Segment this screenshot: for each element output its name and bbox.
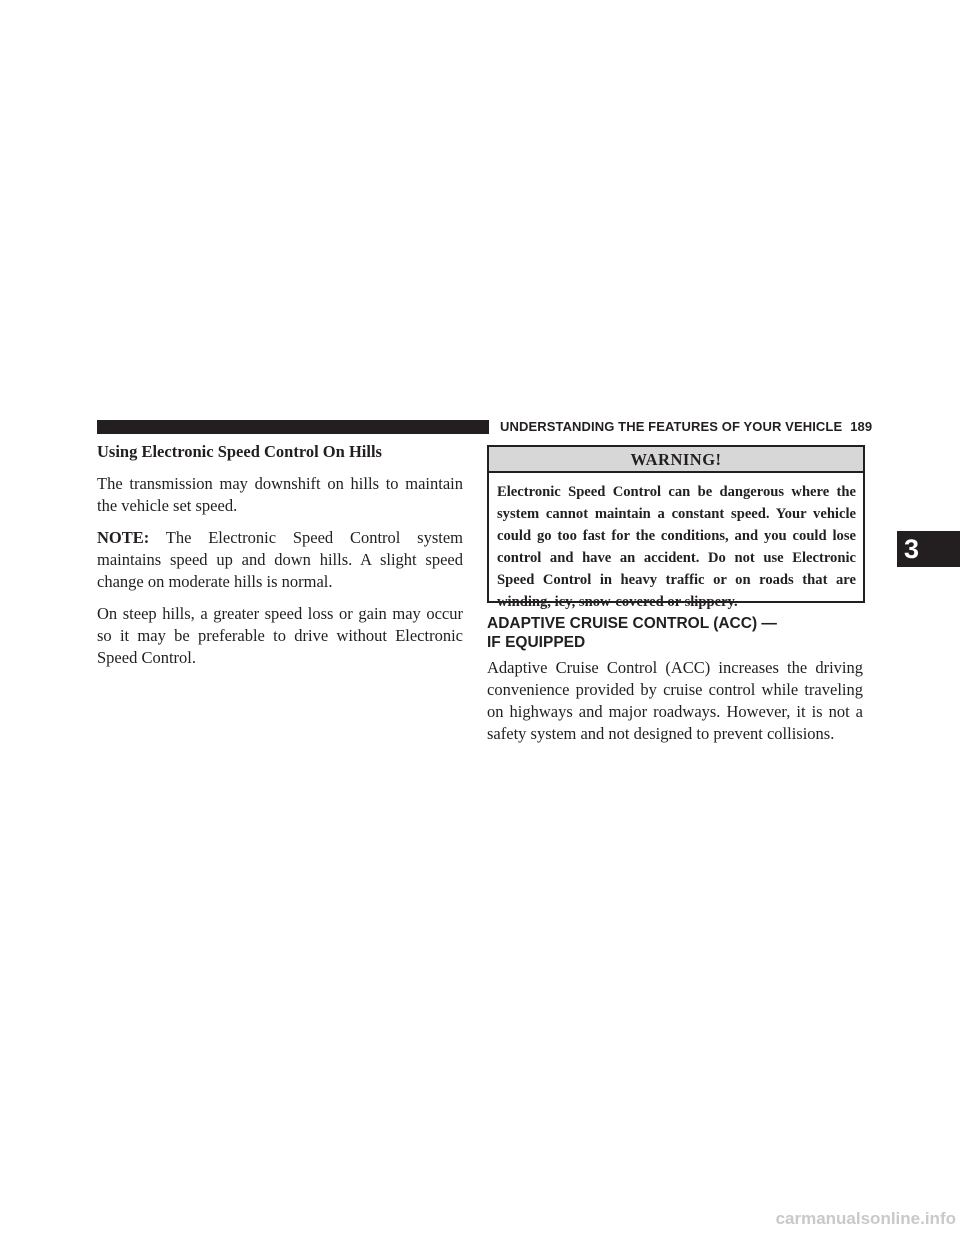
note-paragraph (97, 527, 463, 593)
chapter-tab: 3 (897, 531, 960, 567)
page-number: 189 (850, 419, 873, 434)
warning-text: Electronic Speed Control can be dangerous where the system cannot maintain a constant speed. Your vehicle could go too fast for the conditions, and you could lose control and have an accident. Do not use Electronic Speed Control in heavy traffic or on roads that are winding, icy, snow-covered or slippery. (497, 484, 856, 610)
warning-title: WARNING! (489, 447, 863, 473)
acc-title-line1: ADAPTIVE CRUISE CONTROL (ACC) — (487, 615, 777, 632)
header-rule (97, 420, 489, 434)
note-text: The Electronic Speed Control system maintains speed up and down hills. A slight speed change on moderate hills is normal. (97, 528, 464, 591)
header-section-title: UNDERSTANDING THE FEATURES OF YOUR VEHICLE (500, 419, 843, 434)
hills-heading: Using Electronic Speed Control On Hills (97, 442, 382, 461)
hills-paragraph: The transmission may downshift on hills to maintain the vehicle set speed. (97, 474, 463, 515)
watermark-text: carmanualsonline.info (775, 1209, 956, 1228)
acc-title-line2: IF EQUIPPED (487, 634, 586, 651)
warning-box (487, 445, 865, 610)
acc-section-title (487, 614, 867, 652)
note-label: NOTE: (97, 528, 150, 547)
acc-section-body: Adaptive Cruise Control (ACC) increases the driving convenience provided by cruise control while traveling on highways and major roadways. However, it is not a safety system and not designed to prevent collisions. (487, 658, 863, 743)
left-column (97, 441, 463, 679)
running-header (500, 418, 873, 436)
steep-hills-paragraph: On steep hills, a greater speed loss or gain may occur so it may be preferable to drive without Electronic Speed Control. (97, 604, 463, 667)
